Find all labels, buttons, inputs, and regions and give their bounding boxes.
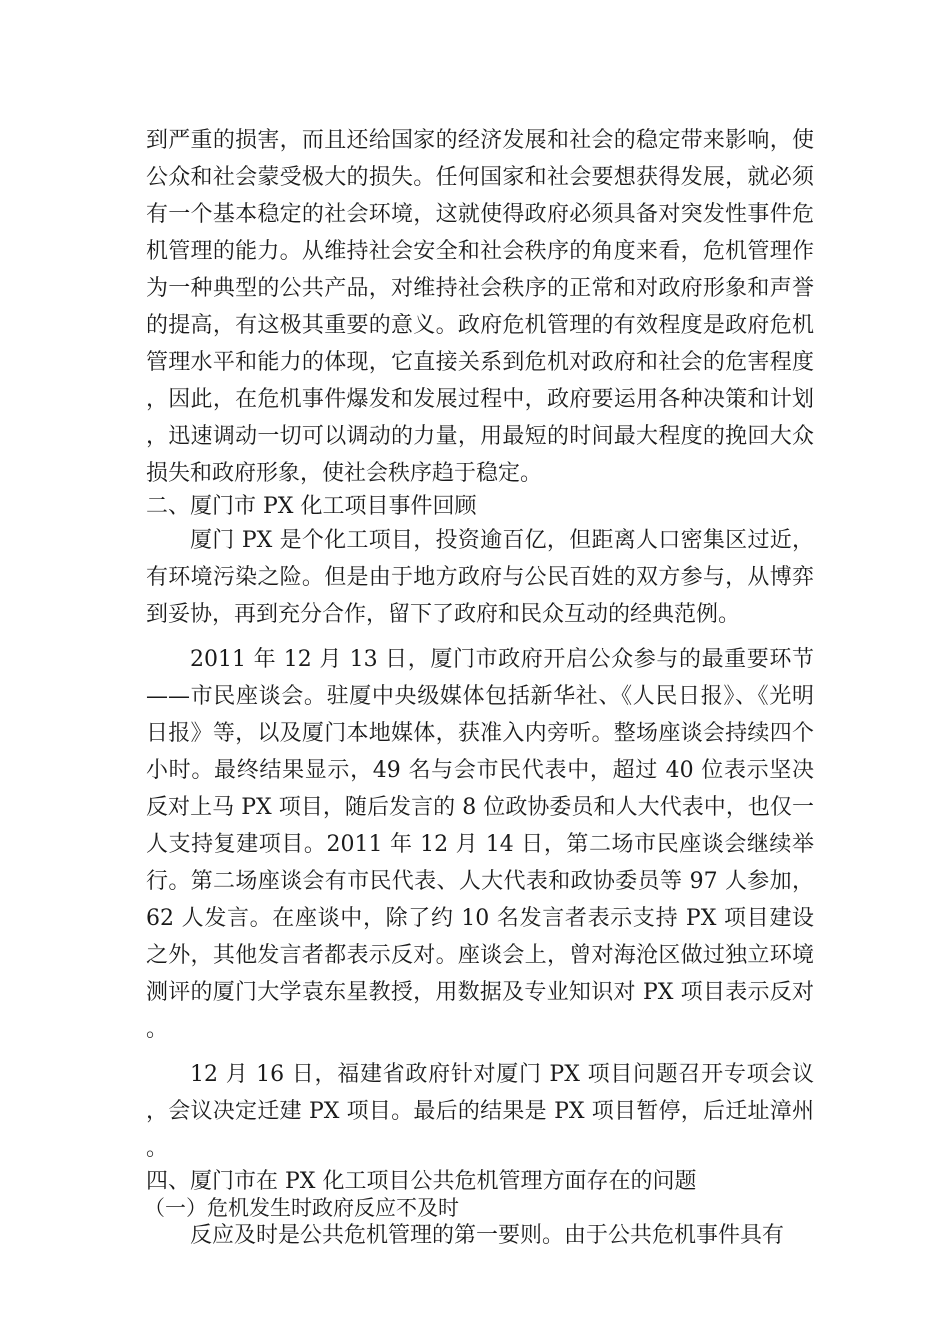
paragraph-timely-response: 反应及时是公共危机管理的第一要则。由于公共危机事件具有 — [190, 1223, 785, 1248]
paragraph-forum-details: 2011 年 12 月 13 日，厦门市政府开启公众参与的最重要环节——市民座谈会。驻厦中央级媒体包括新华社、《人民日报》、《光明日报》等，以及厦门本地媒体，获准入内旁听。整场座谈会持续四个小时。最终结果显示，49 名与会市民代表中，超过 40 位表示坚决反对上马 PX 项目，随后发言的 8 位政协委员和人大代表中，也仅一人支持复建项目。2011 年 12 月 14 日，第二场市民座谈会继续举行。第二场座谈会有市民代表、人大代表和政协委员等 97 人参加，62 人发言。在座谈中，除了约 10 名发言者表示支持 PX 项目建设之外，其他发言者都表示反对。座谈会上，曾对海沧区做过独立环境测评的厦门大学袁东星教授，用数据及专业知识对 PX 项目表示反对。 — [146, 647, 814, 1042]
paragraph-relocation-decision: 12 月 16 日，福建省政府针对厦门 PX 项目问题召开专项会议，会议决定迁建 PX 项目。最后的结果是 PX 项目暂停，后迁址漳州。 — [146, 1062, 814, 1161]
section-heading-4: 四、厦门市在 PX 化工项目公共危机管理方面存在的问题 — [146, 1169, 697, 1194]
paragraph-px-overview: 厦门 PX 是个化工项目，投资逾百亿，但距离人口密集区过近，有环境污染之险。但是由于地方政府与公民百姓的双方参与，从博弈到妥协，再到充分合作，留下了政府和民众互动的经典范例。 — [146, 528, 814, 627]
section-heading-2: 二、厦门市 PX 化工项目事件回顾 — [146, 494, 477, 519]
paragraph-crisis-management: 到严重的损害，而且还给国家的经济发展和社会的稳定带来影响，使公众和社会蒙受极大的损失。任何国家和社会要想获得发展，就必须有一个基本稳定的社会环境，这就使得政府必须具备对突发性事件危机管理的能力。从维持社会安全和社会秩序的角度来看，危机管理作为一种典型的公共产品，对维持社会秩序的正常和对政府形象和声誉的提高，有这极其重要的意义。政府危机管理的有效程度是政府危机管理水平和能力的体现，它直接关系到危机对政府和社会的危害程度，因此，在危机事件爆发和发展过程中，政府要运用各种决策和计划，迅速调动一切可以调动的力量，用最短的时间最大程度的挽回大众损失和政府形象，使社会秩序趋于稳定。 — [146, 128, 814, 486]
document-body — [146, 122, 814, 1253]
subsection-heading-4-1: （一）危机发生时政府反应不及时 — [144, 1196, 459, 1220]
